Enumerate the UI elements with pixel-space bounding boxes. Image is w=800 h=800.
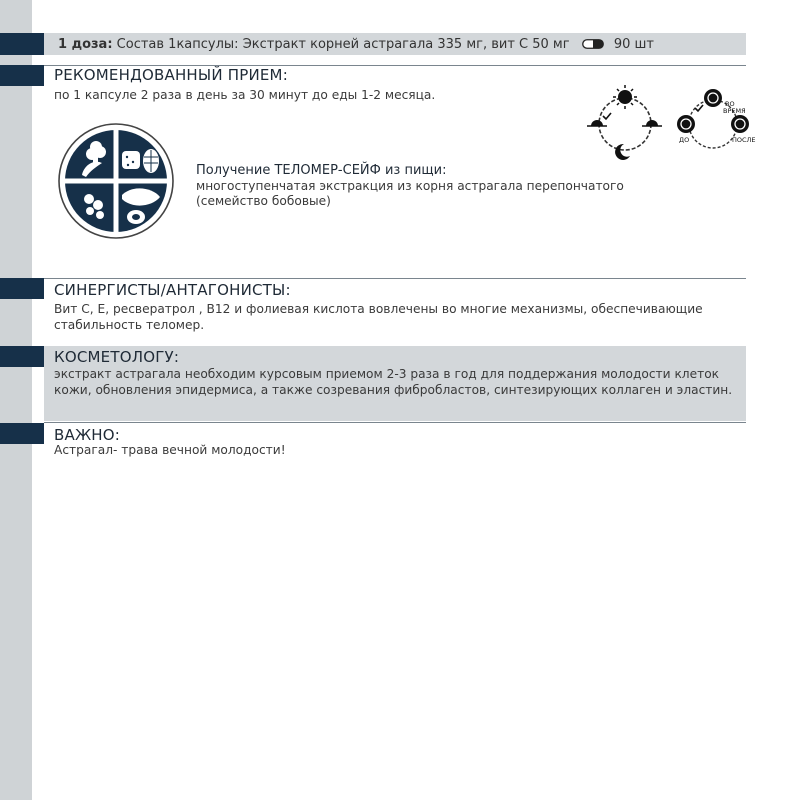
meal-before-label: ДО (679, 136, 690, 144)
cosmetologist-marker (0, 346, 44, 367)
left-margin-bar (0, 0, 32, 800)
synergists-marker (0, 278, 44, 299)
day-cycle-icon (584, 84, 666, 166)
cosmetologist-text: экстракт астрагала необходим курсовым приемом 2-3 раза в год для поддержания молодости клеток кожи, обновления эпидермиса, а также созревания фибробластов, синтезирующих коллаген и эластин. (54, 367, 733, 397)
synergists-rule (44, 278, 746, 279)
meal-after-label: ПОСЛЕ (732, 136, 756, 144)
synergists-text: Вит С, Е, ресвератрол , В12 и фолиевая кислота вовлечены во многие механизмы, обеспечивающие стабильность теломер. (54, 302, 703, 332)
capsule-icon (582, 39, 604, 49)
dose-line (58, 37, 654, 52)
meal-timing-icon (674, 84, 756, 156)
meal-during-label-2: ВРЕМЯ (723, 107, 746, 115)
important-rule (44, 422, 746, 423)
dose-marker (0, 33, 44, 55)
synergists-heading: СИНЕРГИСТЫ/АНТАГОНИСТЫ: (54, 281, 291, 299)
dose-count: 90 шт (613, 37, 654, 52)
important-text: Астрагал- трава вечной молодости! (54, 443, 286, 457)
important-marker (0, 423, 44, 444)
food-source-icon (56, 121, 176, 241)
recommended-heading: РЕКОМЕНДОВАННЫЙ ПРИЕМ: (54, 66, 288, 84)
dose-composition: Состав 1капсулы: Экстракт корней астрагала 335 мг, вит С 50 мг (116, 37, 570, 52)
dose-label: 1 доза: (58, 37, 113, 52)
recommended-text: по 1 капсуле 2 раза в день за 30 минут до еды 1-2 месяца. (54, 88, 436, 102)
food-source-text: многоступенчатая экстракция из корня астрагала перепончатого (семейство бобовые) (196, 179, 624, 208)
food-source-title: Получение ТЕЛОМЕР-СЕЙФ из пищи: (196, 163, 447, 178)
cosmetologist-heading: КОСМЕТОЛОГУ: (54, 348, 180, 366)
meal-during-label-1: ВО (725, 100, 735, 108)
important-heading: ВАЖНО: (54, 426, 121, 444)
recommended-marker (0, 65, 44, 86)
